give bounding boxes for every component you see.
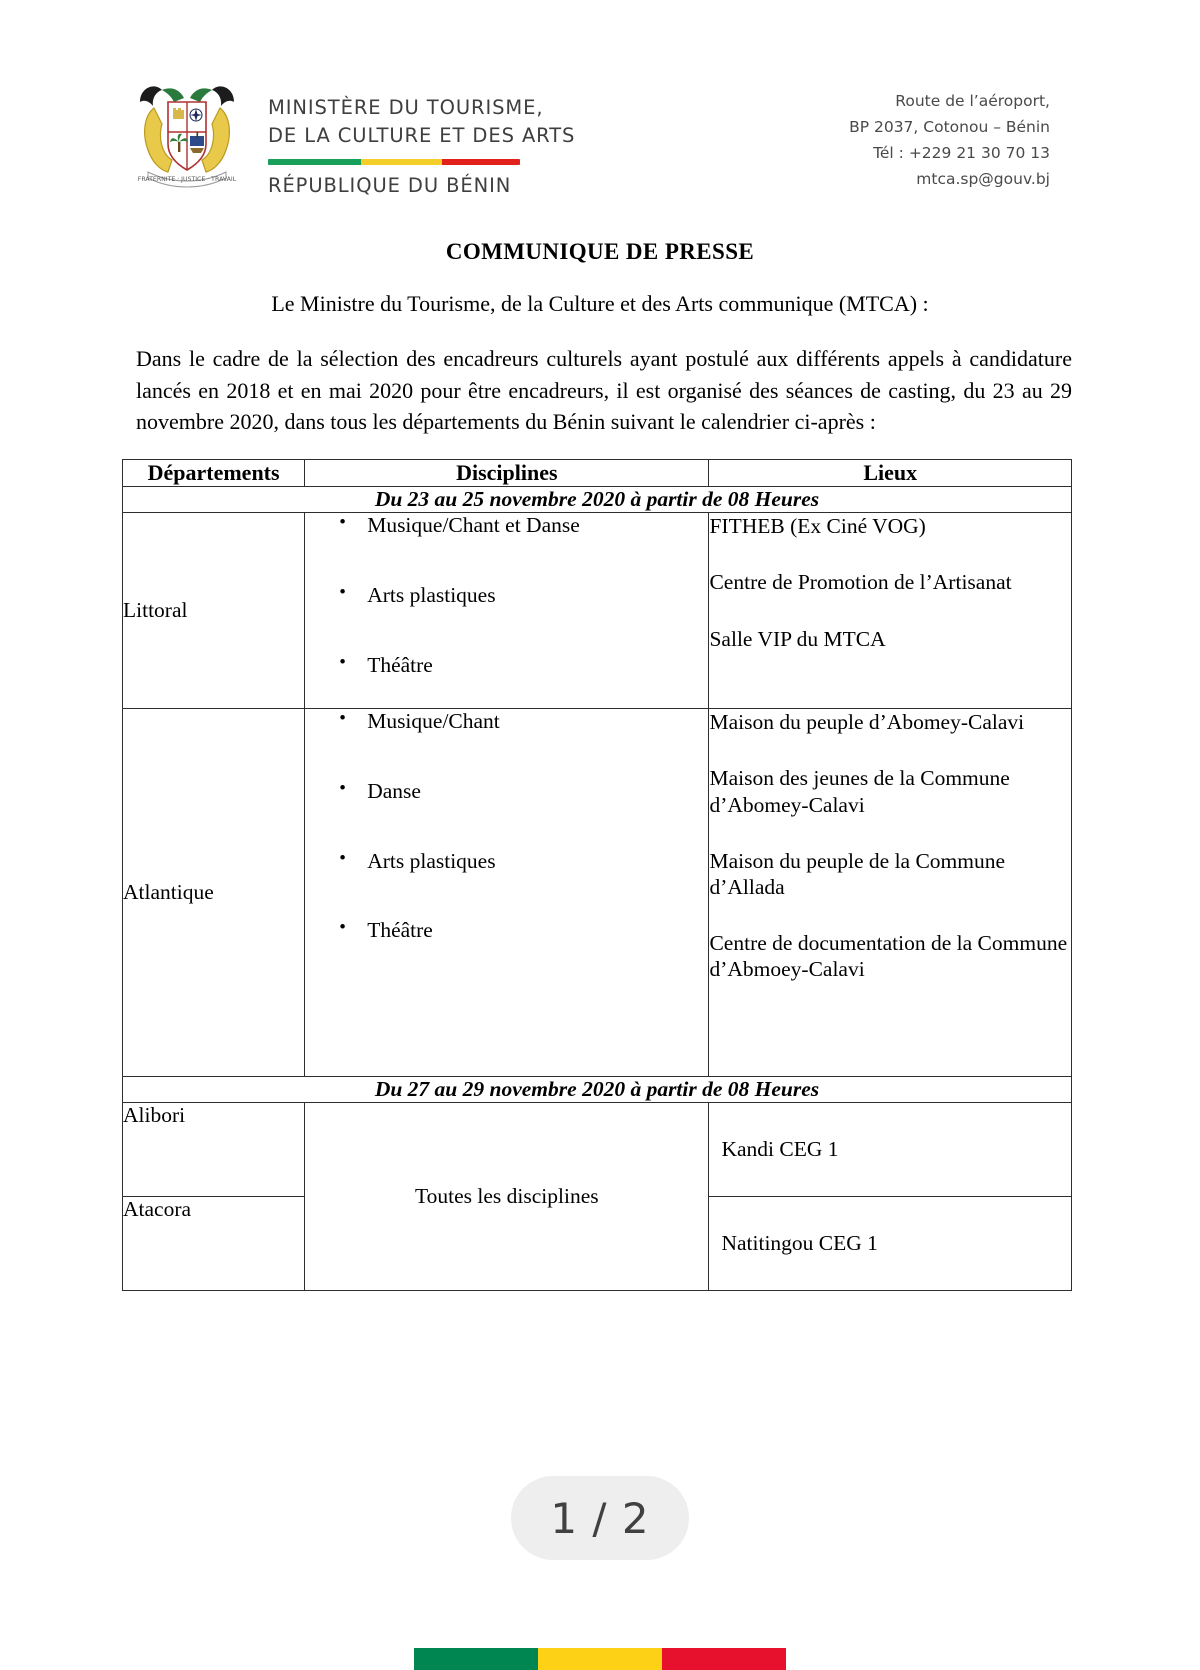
cell-lieux [709, 513, 1072, 709]
cell-lieux [709, 709, 1072, 1077]
section-banner-dates-2: Du 27 au 29 novembre 2020 à partir de 08 Heures [123, 1077, 1072, 1103]
list-item: • Musique/Chant [367, 709, 708, 735]
disciplines-list [305, 513, 708, 678]
cell-disciplines-merged: Toutes les disciplines [305, 1103, 709, 1291]
section-banner-dates-1: Du 23 au 25 novembre 2020 à partir de 08 Heures [123, 487, 1072, 513]
lieu-entry: Salle VIP du MTCA [709, 626, 886, 651]
disciplines-list [305, 709, 708, 944]
contact-city-line: BP 2037, Cotonou – Bénin [849, 118, 1050, 137]
ministry-branding [128, 72, 575, 197]
schedule-table [122, 459, 1072, 1291]
cell-departement: Atacora [123, 1197, 305, 1291]
letterhead [0, 0, 1200, 197]
cell-disciplines [305, 513, 709, 709]
lieu-entry: Maison des jeunes de la Commune d’Abomey-Calavi [709, 766, 1010, 817]
document-subtitle: Le Ministre du Tourisme, de la Culture et des Arts communique (MTCA) : [271, 291, 929, 317]
tricolor-yellow-segment [361, 159, 442, 165]
lieu-entry: FITHEB (Ex Ciné VOG) [709, 514, 926, 539]
table-row [123, 513, 1072, 709]
table-row [123, 709, 1072, 1077]
list-item: • Arts plastiques [367, 849, 708, 875]
cell-lieux: Natitingou CEG 1 [709, 1197, 1072, 1291]
cell-departement: Alibori [123, 1103, 305, 1197]
list-item: • Musique/Chant et Danse [367, 513, 708, 539]
cell-departement: Littoral [123, 513, 305, 709]
column-header-lieux: Lieux [709, 460, 1072, 487]
contact-block [849, 72, 1050, 192]
flag-yellow-band [538, 1648, 662, 1670]
ministry-line-1: MINISTÈRE DU TOURISME, [268, 96, 544, 119]
lieu-entry: Centre de Promotion de l’Artisanat [709, 570, 1012, 595]
section-banner-row [123, 1077, 1072, 1103]
lieu-entry: Centre de documentation de la Commune d’Abmoey-Calavi [709, 931, 1068, 982]
lieu-entry: Maison du peuple d’Abomey-Calavi [709, 710, 1025, 735]
ministry-line-2: DE LA CULTURE ET DES ARTS [268, 123, 576, 147]
tricolor-green-segment [268, 159, 361, 165]
intro-paragraph: Dans le cadre de la sélection des encadreurs culturels ayant postulé aux différents appels à candidature lancés en 2018 et en mai 2020 pour être encadreurs, il est organisé des séances de casting, du 23 au 29 novembre 2020, dans tous les départements du Bénin suivant le calendrier ci-après : [136, 346, 1072, 434]
republic-line: RÉPUBLIQUE DU BÉNIN [268, 174, 512, 198]
flag-red-band [662, 1648, 786, 1670]
contact-address-line: Route de l’aéroport, [895, 92, 1050, 110]
table-header-row [123, 460, 1072, 487]
contact-email-line: mtca.sp@gouv.bj [916, 170, 1050, 189]
lieu-entry: Maison du peuple de la Commune d’Allada [709, 848, 1006, 899]
cell-departement: Atlantique [123, 709, 305, 1077]
list-item: • Danse [367, 779, 708, 805]
tricolor-red-segment [442, 159, 520, 165]
section-banner-row [123, 487, 1072, 513]
contact-phone-line: Tél : +229 21 30 70 13 [873, 144, 1050, 163]
column-header-departements: Départements [123, 460, 305, 487]
list-item: • Arts plastiques [367, 583, 708, 609]
svg-text:FRATERNITE · JUSTICE · TRAVAIL: FRATERNITE · JUSTICE · TRAVAIL [137, 176, 237, 183]
page-indicator[interactable]: 1 / 2 [511, 1476, 689, 1560]
benin-tricolor-rule [268, 159, 520, 165]
list-item: • Théâtre [367, 653, 708, 679]
ministry-name-block [268, 72, 575, 197]
benin-flag-strip [414, 1648, 786, 1670]
coat-of-arms-of-benin-icon [128, 72, 246, 190]
page-title: COMMUNIQUE DE PRESSE [445, 239, 755, 265]
cell-lieux: Kandi CEG 1 [709, 1103, 1072, 1197]
list-item: • Théâtre [367, 918, 708, 944]
flag-green-band [414, 1648, 538, 1670]
table-row [123, 1103, 1072, 1197]
cell-disciplines [305, 709, 709, 1077]
column-header-disciplines: Disciplines [305, 460, 709, 487]
schedule-table-wrapper [122, 459, 1072, 1291]
